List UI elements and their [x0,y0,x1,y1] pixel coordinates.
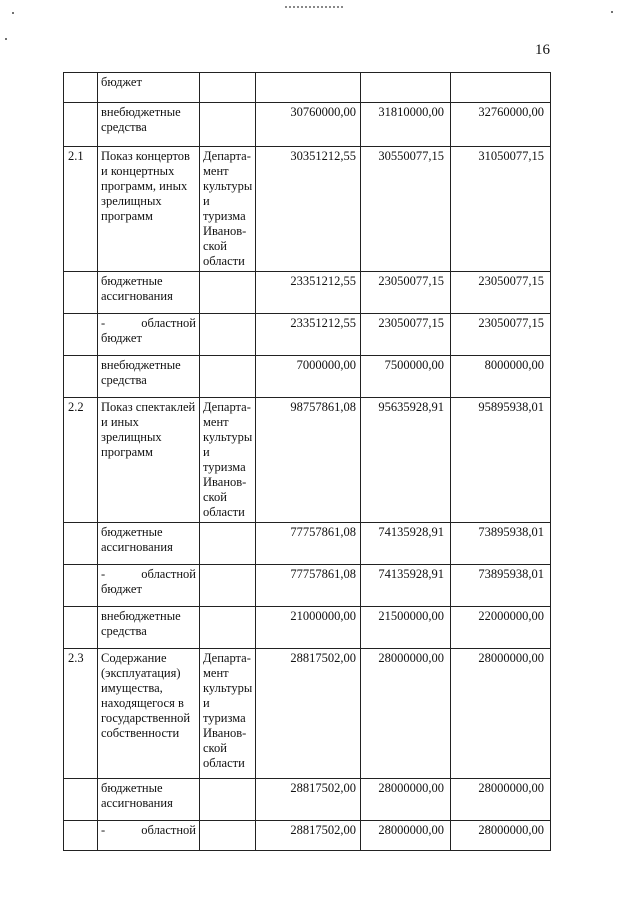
cell-name: внебюджетные средства [98,103,200,147]
cell-department [200,779,256,821]
cell-name: Показ спектаклей и иных зрелищных программ [98,398,200,523]
cell-value-year2: 28000000,00 [361,649,451,779]
cell-value-year1: 23351212,55 [256,272,361,314]
cell-name: Содержание (эксплуатация) имущества, находящегося в государственной собственности [98,649,200,779]
cell-value-year3: 28000000,00 [451,779,551,821]
cell-department [200,565,256,607]
oblast-text: областной [141,316,196,330]
cell-value-year1 [256,73,361,103]
cell-value-year2: 74135928,91 [361,565,451,607]
scan-speck [5,38,7,40]
cell-department [200,821,256,851]
oblast-text: областной [141,567,196,581]
cell-value-year2: 23050077,15 [361,314,451,356]
cell-value-year1: 28817502,00 [256,779,361,821]
cell-name: бюджетные ассигнования [98,523,200,565]
table-row [64,523,551,565]
cell-number [64,779,98,821]
table-row [64,565,551,607]
cell-department [200,314,256,356]
cell-value-year2: 30550077,15 [361,147,451,272]
scan-artifact [285,0,343,8]
table-row [64,607,551,649]
cell-number [64,607,98,649]
cell-department [200,103,256,147]
cell-department [200,523,256,565]
cell-name [98,821,200,851]
cell-value-year3: 28000000,00 [451,821,551,851]
table-row [64,398,551,523]
cell-value-year2: 95635928,91 [361,398,451,523]
cell-value-year1: 23351212,55 [256,314,361,356]
cell-number [64,821,98,851]
cell-department: Департа- мент культуры и туризма Иванов- ской области [200,398,256,523]
cell-name: внебюджетные средства [98,356,200,398]
table-row [64,821,551,851]
cell-value-year3: 8000000,00 [451,356,551,398]
page-number: 16 [535,42,550,58]
cell-department: Департа- мент культуры и туризма Иванов- ской области [200,147,256,272]
cell-value-year3: 32760000,00 [451,103,551,147]
cell-department [200,272,256,314]
budget-table [63,72,551,851]
cell-value-year1: 98757861,08 [256,398,361,523]
cell-value-year3: 23050077,15 [451,314,551,356]
cell-value-year2: 7500000,00 [361,356,451,398]
cell-number [64,103,98,147]
cell-number [64,314,98,356]
cell-number: 2.2 [64,398,98,523]
cell-name [98,314,200,356]
cell-value-year3: 73895938,01 [451,565,551,607]
cell-number [64,565,98,607]
dash-text: - [101,316,106,330]
dash-text: - [101,823,106,837]
cell-name: бюджетные ассигнования [98,779,200,821]
cell-value-year1: 77757861,08 [256,565,361,607]
cell-name: внебюджетные средства [98,607,200,649]
cell-name: Показ концертов и концертных программ, иных зрелищных программ [98,147,200,272]
cell-value-year1: 28817502,00 [256,649,361,779]
cell-number: 2.3 [64,649,98,779]
dash-text: - [101,567,106,581]
cell-value-year2: 28000000,00 [361,821,451,851]
cell-value-year2 [361,73,451,103]
cell-name: бюджетные ассигнования [98,272,200,314]
cell-number [64,73,98,103]
cell-department [200,356,256,398]
cell-name: бюджет [98,73,200,103]
table-row [64,147,551,272]
cell-value-year1: 28817502,00 [256,821,361,851]
table-row [64,272,551,314]
cell-department [200,607,256,649]
cell-value-year3: 22000000,00 [451,607,551,649]
table-row [64,73,551,103]
table-row [64,103,551,147]
cell-value-year1: 30760000,00 [256,103,361,147]
cell-value-year2: 74135928,91 [361,523,451,565]
cell-value-year3: 28000000,00 [451,649,551,779]
cell-value-year2: 31810000,00 [361,103,451,147]
cell-number [64,523,98,565]
cell-value-year3: 73895938,01 [451,523,551,565]
cell-number [64,272,98,314]
cell-value-year1: 7000000,00 [256,356,361,398]
scan-speck [611,11,613,13]
table-row [64,649,551,779]
scan-speck [12,12,14,14]
cell-number: 2.1 [64,147,98,272]
cell-value-year2: 23050077,15 [361,272,451,314]
budget-text: бюджет [101,582,142,596]
cell-value-year1: 77757861,08 [256,523,361,565]
cell-value-year3: 95895938,01 [451,398,551,523]
table-row [64,314,551,356]
cell-value-year1: 21000000,00 [256,607,361,649]
oblast-text: областной [141,823,196,837]
budget-text: бюджет [101,331,142,345]
cell-value-year1: 30351212,55 [256,147,361,272]
cell-value-year3: 31050077,15 [451,147,551,272]
table-row [64,779,551,821]
cell-value-year3 [451,73,551,103]
cell-value-year2: 28000000,00 [361,779,451,821]
cell-department: Департа- мент культуры и туризма Иванов- ской области [200,649,256,779]
cell-department [200,73,256,103]
cell-name [98,565,200,607]
table-row [64,356,551,398]
cell-value-year2: 21500000,00 [361,607,451,649]
cell-number [64,356,98,398]
cell-value-year3: 23050077,15 [451,272,551,314]
